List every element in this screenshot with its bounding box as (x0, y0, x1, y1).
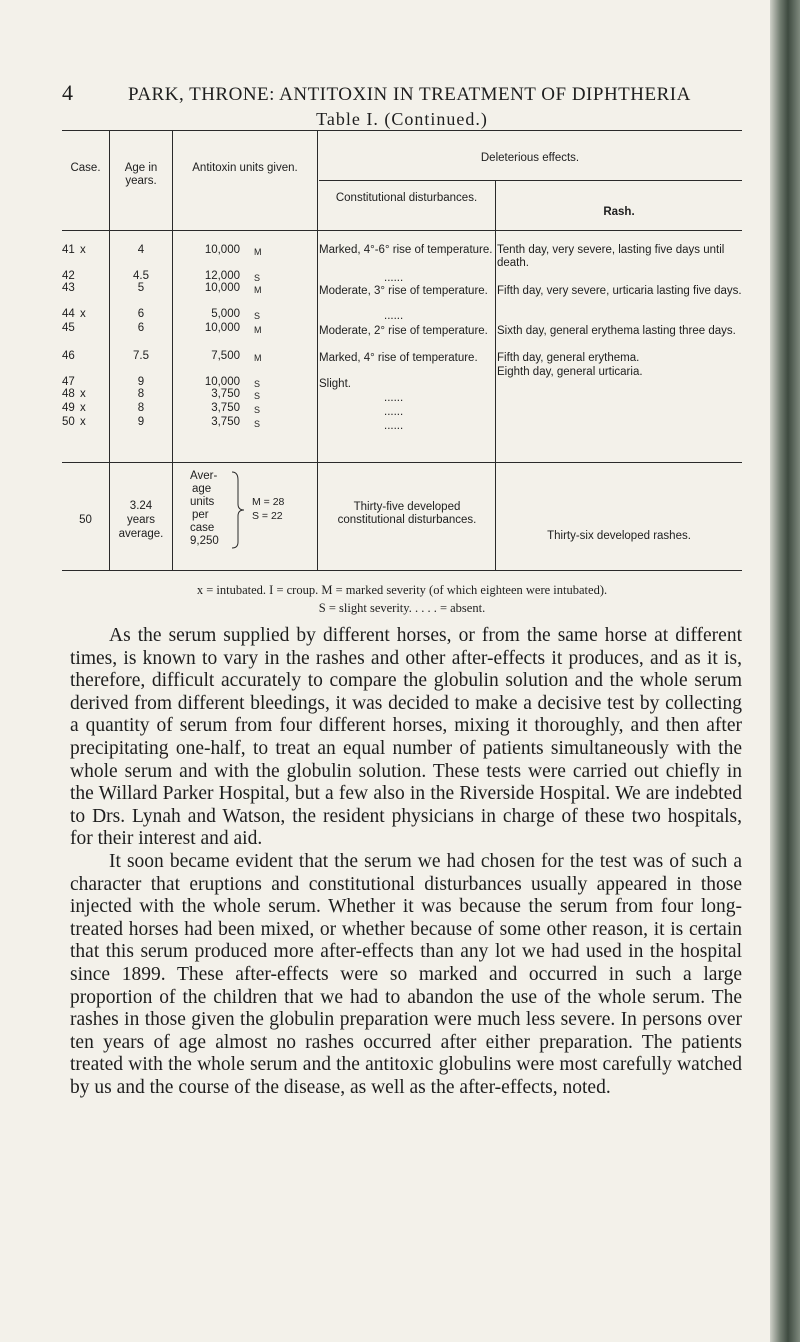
severity-mark: S (254, 419, 261, 429)
constitutional-text: Moderate, 2° rise of temperature. (319, 325, 488, 337)
paragraph: As the serum supplied by different horses, or from the same horse at different times, is known to vary in the rashes and other after-effects it produces, and as it is, therefore, difficult accurately to compare the globulin solution and the whole serum derived from different bleedings, it was decided to make a decisive test by collecting a quantity of serum from four different horses, mixing it thoroughly, and then after precipitating one-half, to treat an equal number of patients simultaneously with the whole serum and with the globulin solution. These tests were carried out chiefly in the Willard Parker Hospital, but a few also in the Riverside Hospital. We are indebted to Drs. Lynah and Watson, the resident physicians in charge of these two hospitals, for their interest and aid. (70, 625, 742, 850)
units-value: 7,500 (211, 350, 240, 362)
severity-mark: S (254, 311, 261, 321)
constitutional-text: Marked, 4°-6° rise of temperature. (319, 244, 493, 256)
body-text (70, 625, 742, 1099)
rash-text: Tenth day, very severe, lasting five days until death. (497, 244, 725, 269)
summary-age-value: 3.24 (129, 500, 153, 512)
constitutional-text: Marked, 4° rise of temperature. (319, 352, 478, 364)
constitutional-text: Moderate, 3° rise of temperature. (319, 285, 488, 297)
header-age: Age in years. (124, 162, 158, 187)
units-value: 3,750 (211, 416, 240, 428)
table-footnote-1: x = intubated. I = croup. M = marked severity (of which eighteen were intubated). (196, 583, 608, 597)
rash-text: Eighth day, general urticaria. (497, 366, 643, 378)
summary-units-total: 9,250 (190, 535, 219, 547)
constitutional-text: ...... (384, 392, 404, 404)
severity-mark: S (254, 391, 261, 401)
case-number: 43 (62, 282, 75, 294)
header-deleterious: Deleterious effects. (480, 152, 580, 164)
units-value: 10,000 (204, 376, 240, 388)
severity-mark: S (254, 379, 261, 389)
age-value: 7.5 (133, 350, 149, 362)
table-bottom-rule (62, 570, 742, 571)
units-value: 5,000 (211, 308, 240, 320)
subheader-rule (319, 180, 742, 181)
table-footnote-2: S = slight severity. . . . . = absent. (318, 601, 486, 615)
summary-rash: Thirty-six developed rashes. (547, 530, 691, 542)
units-value: 10,000 (204, 244, 240, 256)
summary-constitutional: Thirty-five developed constitutional disturbances. (337, 501, 477, 526)
severity-mark: M (254, 353, 262, 363)
units-value: 3,750 (211, 402, 240, 414)
case-number: 46 (62, 350, 75, 362)
severity-mark: S (254, 405, 261, 415)
summary-units-line: case (190, 522, 215, 534)
age-value: 5 (137, 282, 145, 294)
constitutional-text: ...... (384, 310, 404, 322)
age-value: 9 (137, 376, 145, 388)
table-top-rule (62, 130, 742, 131)
header-units: Antitoxin units given. (192, 162, 298, 174)
col-rule-4 (495, 180, 496, 570)
summary-slight-count: S = 22 (252, 510, 283, 522)
constitutional-text: Slight. (319, 378, 351, 390)
units-value: 3,750 (211, 388, 240, 400)
intubated-mark: x (80, 388, 86, 400)
severity-mark: M (254, 247, 262, 257)
case-number: 49 (62, 402, 75, 414)
case-number: 48 (62, 388, 75, 400)
constitutional-text: ...... (384, 272, 404, 284)
age-value: 4 (137, 244, 145, 256)
age-value: 8 (137, 388, 145, 400)
running-title: PARK, THRONE: ANTITOXIN IN TREATMENT OF DIPHTHERIA (128, 84, 691, 105)
units-value: 10,000 (204, 282, 240, 294)
age-value: 4.5 (133, 270, 149, 282)
severity-mark: M (254, 325, 262, 335)
header-constitutional: Constitutional disturbances. (335, 192, 478, 204)
summary-units-line: Aver- (190, 470, 218, 482)
case-number: 47 (62, 376, 75, 388)
units-value: 10,000 (204, 322, 240, 334)
case-number: 50 (62, 416, 75, 428)
summary-top-rule (62, 462, 742, 463)
case-number: 42 (62, 270, 75, 282)
rash-text: Sixth day, general erythema lasting three days. (497, 325, 736, 337)
page-edge-shadow (770, 0, 800, 1342)
running-head (62, 80, 742, 106)
header-case: Case. (70, 162, 101, 174)
page-number: 4 (62, 80, 74, 105)
constitutional-text: ...... (384, 420, 404, 432)
summary-age-unit: years (126, 514, 156, 526)
constitutional-text: ...... (384, 406, 404, 418)
severity-mark: S (254, 273, 261, 283)
age-value: 6 (137, 308, 145, 320)
case-number: 41 (62, 244, 75, 256)
brace-icon (228, 470, 250, 550)
case-number: 44 (62, 308, 75, 320)
summary-marked-count: M = 28 (252, 496, 285, 508)
intubated-mark: x (80, 308, 86, 320)
header-rash: Rash. (603, 206, 635, 218)
units-value: 12,000 (204, 270, 240, 282)
intubated-mark: x (80, 416, 86, 428)
table-title: Table I. (Continued.) (316, 109, 488, 129)
rash-text: Fifth day, general erythema. (497, 352, 640, 364)
summary-units-line: units (190, 496, 215, 508)
header-bottom-rule (62, 230, 742, 231)
summary-age-label: average. (118, 528, 164, 540)
age-value: 9 (137, 416, 145, 428)
age-value: 8 (137, 402, 145, 414)
summary-case: 50 (79, 514, 92, 526)
data-table (62, 130, 742, 580)
severity-mark: M (254, 285, 262, 295)
intubated-mark: x (80, 244, 86, 256)
paragraph: It soon became evident that the serum we had chosen for the test was of such a character that eruptions and constitutional disturbances usually appeared in those injected with the whole serum. Whether it was because the serum from four long-treated horses had been mixed, or whether because of some other reason, it is certain that this serum produced more after-effects than any lot we had used in the hospital since 1899. These after-effects were so marked and occurred in such a large proportion of the children that we had to abandon the use of the whole serum. The rashes in those given the globulin preparation were much less severe. In persons over ten years of age almost no rashes occurred after either preparation. The patients treated with the whole serum and the antitoxic globulins were most carefully watched by us and the course of the disease, as well as the after-effects, noted. (70, 850, 742, 1098)
summary-units-line: age (192, 483, 212, 495)
intubated-mark: x (80, 402, 86, 414)
age-value: 6 (137, 322, 145, 334)
col-rule-2 (172, 130, 173, 570)
summary-units-line: per (192, 509, 209, 521)
rash-text: Fifth day, very severe, urticaria lasting five days. (497, 285, 742, 297)
case-number: 45 (62, 322, 75, 334)
